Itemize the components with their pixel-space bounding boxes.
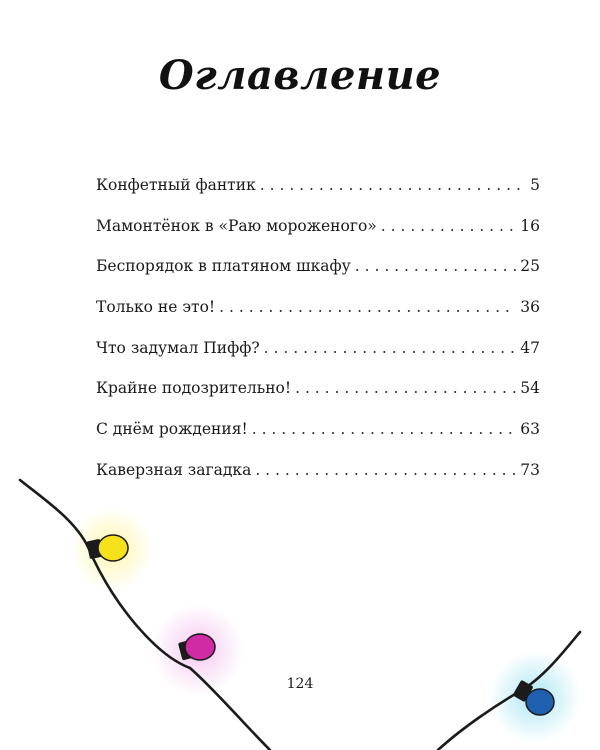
magenta-bulb xyxy=(185,634,215,660)
toc-entry-title: Крайне подозрительно! xyxy=(96,379,292,398)
toc-entry-page: 5 xyxy=(530,176,540,194)
blue-bulb xyxy=(526,689,554,715)
toc-entry-page: 73 xyxy=(520,460,540,479)
page-title: Оглавление xyxy=(158,52,442,99)
toc-entry-title: Беспорядок в платяном шкафу xyxy=(96,257,351,276)
toc-entry-page: 16 xyxy=(520,216,540,235)
toc-entry-title: Что задумал Пифф? xyxy=(96,338,260,357)
toc-entry-title: Только не это! xyxy=(96,298,216,317)
toc-entry-title: Конфетный фантик xyxy=(96,176,256,194)
toc-entry-page: 63 xyxy=(520,420,540,439)
toc-entry-page: 54 xyxy=(520,379,540,398)
toc-entry-title: С днём рождения! xyxy=(96,420,248,439)
toc-entry-page: 25 xyxy=(520,257,540,276)
wire-left xyxy=(20,480,270,750)
page-number: 124 xyxy=(286,676,314,692)
toc-entry-title: Каверзная загадка xyxy=(96,460,252,479)
yellow-bulb xyxy=(98,535,128,561)
toc-entry-page: 36 xyxy=(520,298,540,317)
toc-entry-page: 47 xyxy=(520,338,540,357)
toc-entry-title: Мамонтёнок в «Раю мороженого» xyxy=(96,216,377,235)
